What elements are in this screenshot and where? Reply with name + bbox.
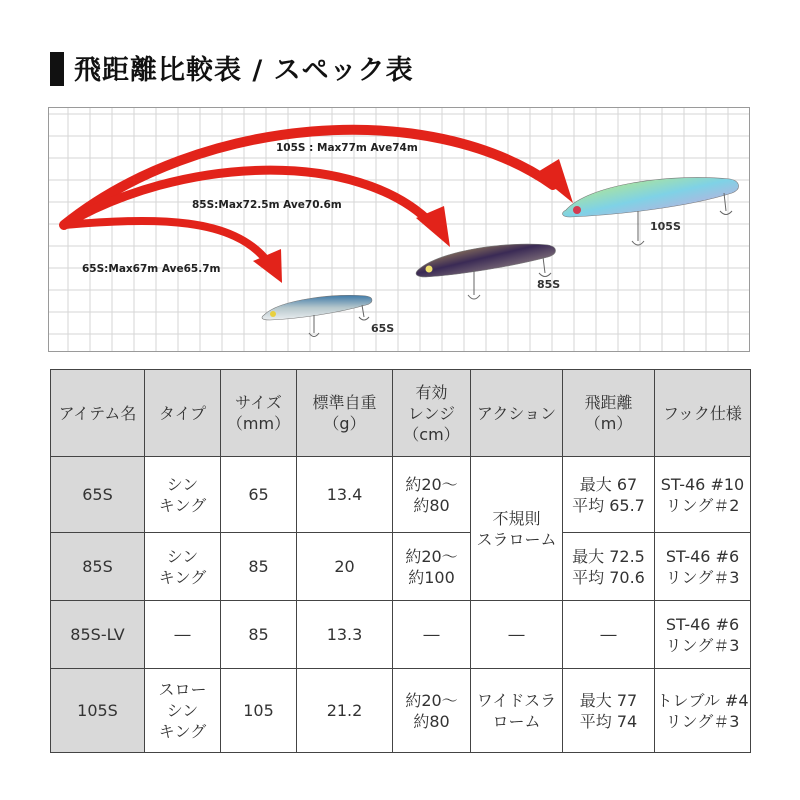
hook-cell bbox=[655, 601, 751, 669]
table-row bbox=[51, 457, 751, 533]
column-header bbox=[297, 370, 393, 457]
distance-cell bbox=[563, 533, 655, 601]
table-row bbox=[51, 601, 751, 669]
cell-line: 有効 bbox=[415, 382, 448, 402]
cell-line: キング bbox=[158, 495, 207, 515]
distance-cell bbox=[563, 601, 655, 669]
cell-line: キング bbox=[158, 567, 207, 587]
cell-line: 平均 70.6 bbox=[572, 567, 645, 587]
cell-line: ST-46 #10 bbox=[660, 474, 745, 494]
cell-line: リング＃2 bbox=[665, 495, 740, 515]
cell-line: タイプ bbox=[158, 403, 207, 423]
hook-cell bbox=[655, 533, 751, 601]
cell-line: ST-46 #6 bbox=[665, 546, 740, 566]
spec-table bbox=[50, 369, 751, 753]
page-title: 飛距離比較表 / スペック表 bbox=[74, 55, 414, 86]
range-cell bbox=[393, 669, 471, 753]
action-cell bbox=[471, 669, 563, 753]
cell-line: 平均 74 bbox=[579, 711, 638, 731]
cell-line: リング＃3 bbox=[665, 567, 740, 587]
distance-cell bbox=[563, 457, 655, 533]
column-header bbox=[655, 370, 751, 457]
cell-line: シン bbox=[166, 546, 199, 566]
cell-line: （g） bbox=[323, 414, 366, 433]
table-row bbox=[51, 533, 751, 601]
lure-label-85s: 85S bbox=[537, 278, 561, 291]
cell-line: シン bbox=[166, 474, 199, 494]
cell-line: 最大 72.5 bbox=[572, 546, 645, 566]
column-header bbox=[51, 370, 145, 457]
size-cell: 65 bbox=[221, 457, 297, 533]
column-header bbox=[393, 370, 471, 457]
cell-line: シン bbox=[166, 701, 199, 720]
type-cell bbox=[145, 533, 221, 601]
type-cell bbox=[145, 601, 221, 669]
cell-line: ST-46 #6 bbox=[665, 614, 740, 634]
cell-line: （cm） bbox=[403, 424, 460, 444]
cell-line: ワイドスラ bbox=[476, 690, 557, 710]
cell-line: ― bbox=[174, 625, 191, 644]
cell-line: 平均 65.7 bbox=[572, 495, 645, 515]
arrow-label-105s: 105S : Max77m Ave74m bbox=[276, 142, 418, 154]
range-cell bbox=[393, 601, 471, 669]
size-cell: 105 bbox=[221, 669, 297, 753]
table-row bbox=[51, 669, 751, 753]
cell-line: レンジ bbox=[407, 403, 456, 423]
column-header bbox=[221, 370, 297, 457]
arrow-label-65s: 65S:Max67m Ave65.7m bbox=[82, 263, 221, 275]
item-name-cell: 105S bbox=[51, 669, 145, 753]
cell-line: ローム bbox=[492, 711, 541, 731]
item-name-cell: 65S bbox=[51, 457, 145, 533]
cell-line: 最大 77 bbox=[579, 690, 638, 710]
cell-line: 約20～ bbox=[405, 690, 458, 710]
action-cell bbox=[471, 457, 563, 601]
column-header bbox=[471, 370, 563, 457]
cell-line: フック仕様 bbox=[663, 403, 742, 423]
cell-line: ― bbox=[600, 625, 617, 644]
item-name-cell: 85S-LV bbox=[51, 601, 145, 669]
cell-line: 最大 67 bbox=[579, 474, 638, 494]
lure-label-65s: 65S bbox=[371, 322, 395, 335]
item-name-cell: 85S bbox=[51, 533, 145, 601]
weight-cell: 21.2 bbox=[297, 669, 393, 753]
column-header bbox=[563, 370, 655, 457]
cell-line: トレブル #4 bbox=[656, 690, 749, 710]
cell-line: スロー bbox=[158, 680, 207, 699]
cell-line: 飛距離 bbox=[584, 393, 633, 412]
cell-line: 不規則 bbox=[492, 508, 541, 528]
spec-header-row bbox=[51, 370, 751, 457]
column-header bbox=[145, 370, 221, 457]
cell-line: リング＃3 bbox=[665, 711, 740, 731]
distance-chart bbox=[48, 107, 750, 352]
action-cell bbox=[471, 601, 563, 669]
type-cell bbox=[145, 457, 221, 533]
weight-cell: 13.4 bbox=[297, 457, 393, 533]
distance-cell bbox=[563, 669, 655, 753]
type-cell bbox=[145, 669, 221, 753]
cell-line: 約80 bbox=[413, 711, 450, 731]
cell-line: ― bbox=[423, 625, 440, 644]
weight-cell: 20 bbox=[297, 533, 393, 601]
arrow-label-85s: 85S:Max72.5m Ave70.6m bbox=[192, 199, 342, 211]
cell-line: ― bbox=[508, 625, 525, 644]
cell-line: アクション bbox=[476, 403, 557, 423]
hook-cell bbox=[655, 457, 751, 533]
hook-cell bbox=[655, 669, 751, 753]
lure-label-105s: 105S bbox=[650, 220, 681, 233]
cell-line: キング bbox=[158, 722, 207, 741]
cell-line: 約20～ bbox=[405, 474, 458, 494]
cell-line: アイテム名 bbox=[58, 403, 137, 423]
cell-line: 約100 bbox=[408, 567, 455, 587]
size-cell: 85 bbox=[221, 533, 297, 601]
cell-line: 約80 bbox=[413, 495, 450, 515]
cell-line: リング＃3 bbox=[665, 635, 740, 655]
weight-cell: 13.3 bbox=[297, 601, 393, 669]
cell-line: スラローム bbox=[476, 529, 557, 549]
range-cell bbox=[393, 533, 471, 601]
cell-line: （m） bbox=[584, 414, 633, 433]
size-cell: 85 bbox=[221, 601, 297, 669]
cell-line: （mm） bbox=[226, 414, 291, 433]
cell-line: 約20～ bbox=[405, 546, 458, 566]
heading-bar bbox=[50, 52, 64, 86]
range-cell bbox=[393, 457, 471, 533]
cell-line: 標準自重 bbox=[312, 393, 377, 412]
cell-line: サイズ bbox=[235, 393, 282, 412]
